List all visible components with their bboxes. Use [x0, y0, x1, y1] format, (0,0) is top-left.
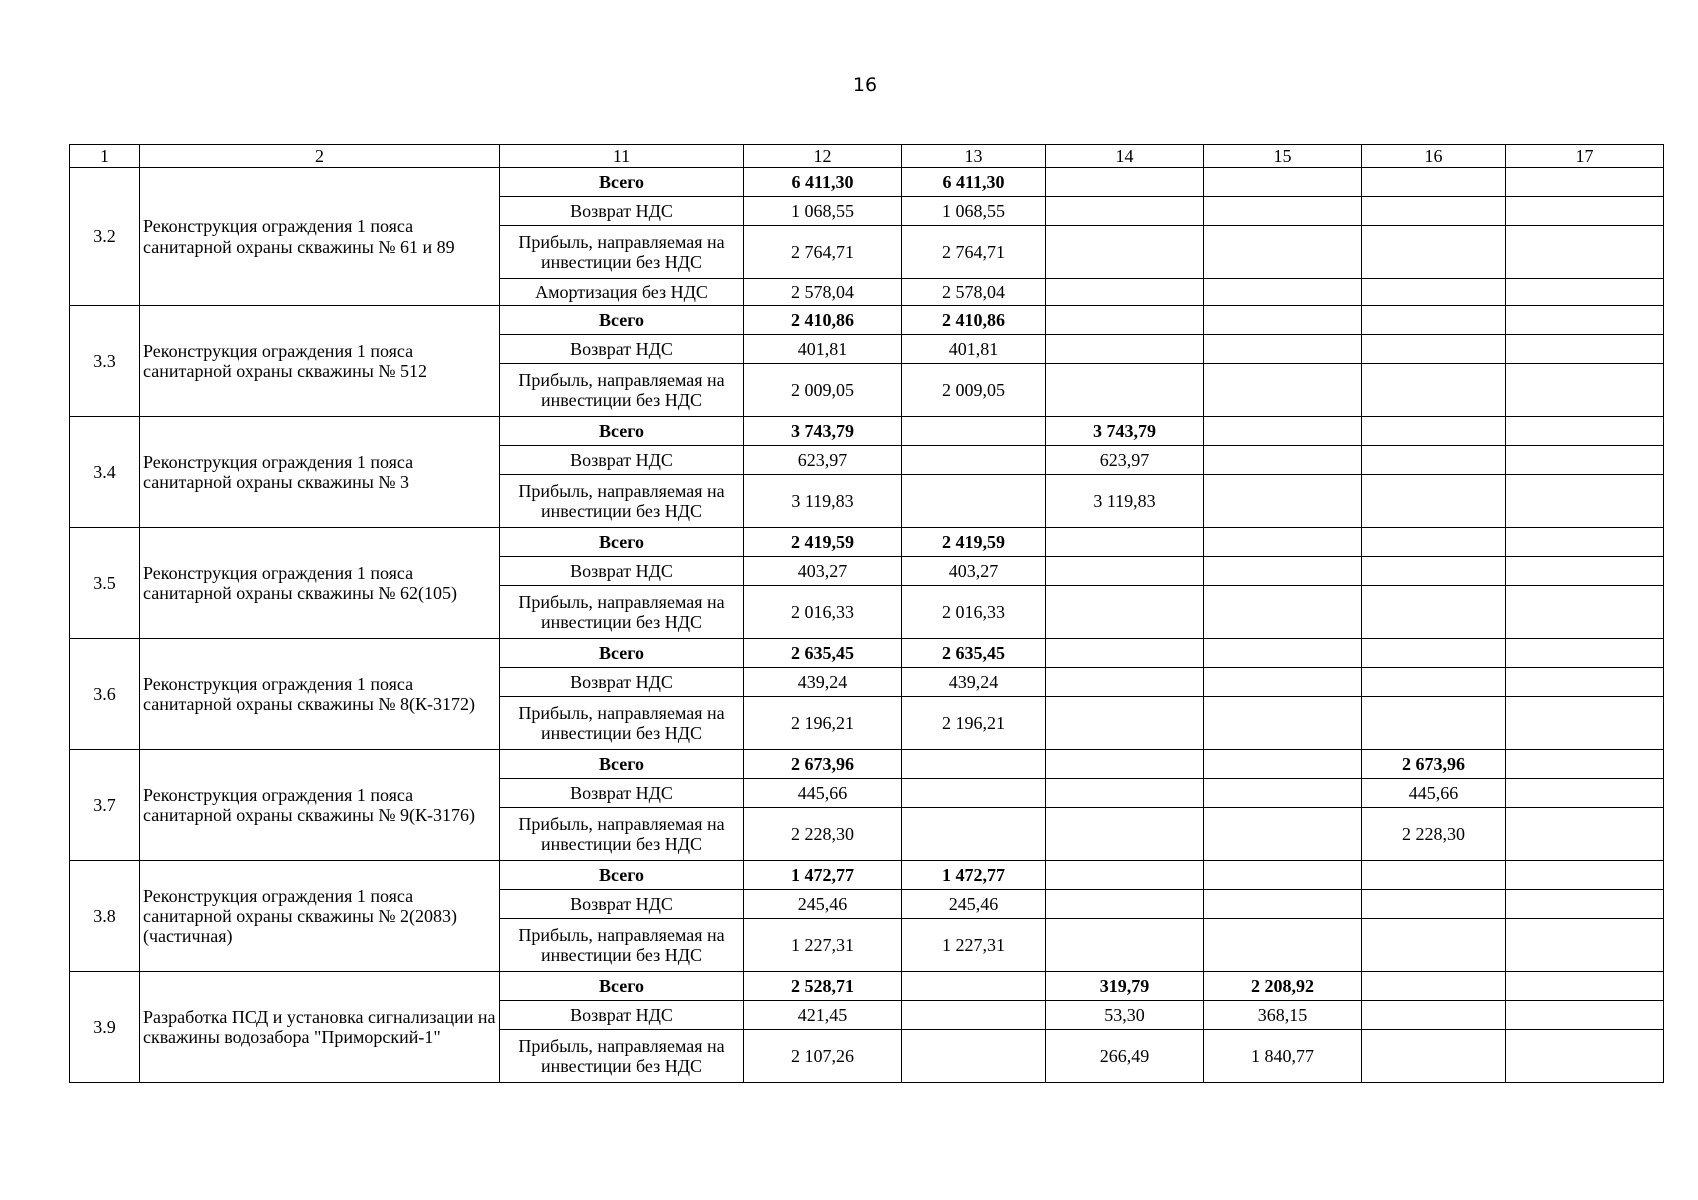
value-cell: 2 578,04: [902, 279, 1046, 306]
value-cell: [1204, 335, 1362, 364]
value-cell: 2 578,04: [744, 279, 902, 306]
funding-source-label: Возврат НДС: [500, 1001, 744, 1030]
funding-source-label: Всего: [500, 306, 744, 335]
value-cell: [1506, 475, 1664, 528]
funding-source-label: Возврат НДС: [500, 446, 744, 475]
value-cell: [1046, 808, 1204, 861]
value-cell: 2 764,71: [902, 226, 1046, 279]
item-number: 3.3: [70, 306, 140, 417]
value-cell: 403,27: [744, 557, 902, 586]
value-cell: 3 119,83: [1046, 475, 1204, 528]
value-cell: [1362, 1030, 1506, 1083]
value-cell: [1506, 1030, 1664, 1083]
value-cell: 3 743,79: [744, 417, 902, 446]
value-cell: [1506, 335, 1664, 364]
value-cell: [1506, 1001, 1664, 1030]
value-cell: 2 528,71: [744, 972, 902, 1001]
value-cell: 623,97: [744, 446, 902, 475]
value-cell: 2 410,86: [902, 306, 1046, 335]
value-cell: [1362, 197, 1506, 226]
item-name: Реконструкция ограждения 1 пояса санитарной охраны скважины № 9(К-3176): [140, 750, 500, 861]
value-cell: [1204, 364, 1362, 417]
value-cell: 421,45: [744, 1001, 902, 1030]
value-cell: [1362, 557, 1506, 586]
item-name: Разработка ПСД и установка сигнализации на скважины водозабора "Приморский-1": [140, 972, 500, 1083]
value-cell: [1506, 168, 1664, 197]
value-cell: [1506, 586, 1664, 639]
value-cell: [1046, 919, 1204, 972]
value-cell: [1506, 890, 1664, 919]
value-cell: [1204, 586, 1362, 639]
item-number: 3.5: [70, 528, 140, 639]
item-name: Реконструкция ограждения 1 пояса санитарной охраны скважины № 8(К-3172): [140, 639, 500, 750]
value-cell: 439,24: [902, 668, 1046, 697]
value-cell: 1 840,77: [1204, 1030, 1362, 1083]
value-cell: [1204, 475, 1362, 528]
funding-source-label: Возврат НДС: [500, 779, 744, 808]
column-header: 15: [1204, 145, 1362, 168]
value-cell: [902, 750, 1046, 779]
investment-table: [69, 144, 1664, 1083]
value-cell: [1506, 919, 1664, 972]
value-cell: [1362, 279, 1506, 306]
value-cell: [1506, 750, 1664, 779]
table-row: [70, 861, 1664, 890]
value-cell: [1204, 528, 1362, 557]
value-cell: [1046, 197, 1204, 226]
value-cell: [1506, 364, 1664, 417]
value-cell: 3 119,83: [744, 475, 902, 528]
value-cell: [1506, 972, 1664, 1001]
value-cell: 401,81: [902, 335, 1046, 364]
value-cell: [1362, 890, 1506, 919]
value-cell: [902, 1001, 1046, 1030]
column-header: 17: [1506, 145, 1664, 168]
value-cell: [1046, 586, 1204, 639]
value-cell: [1362, 475, 1506, 528]
value-cell: [1362, 972, 1506, 1001]
value-cell: [1506, 639, 1664, 668]
value-cell: [1204, 446, 1362, 475]
value-cell: [1204, 197, 1362, 226]
value-cell: [902, 475, 1046, 528]
value-cell: 2 673,96: [1362, 750, 1506, 779]
value-cell: [1204, 168, 1362, 197]
value-cell: 1 472,77: [744, 861, 902, 890]
value-cell: [1204, 697, 1362, 750]
value-cell: 2 016,33: [902, 586, 1046, 639]
value-cell: [1204, 557, 1362, 586]
value-cell: 319,79: [1046, 972, 1204, 1001]
table-row: [70, 972, 1664, 1001]
value-cell: [1046, 226, 1204, 279]
value-cell: 2 419,59: [902, 528, 1046, 557]
value-cell: [1506, 557, 1664, 586]
value-cell: 1 227,31: [902, 919, 1046, 972]
value-cell: [1506, 528, 1664, 557]
column-header: 11: [500, 145, 744, 168]
table-row: [70, 750, 1664, 779]
funding-source-label: Прибыль, направляемая на инвестиции без НДС: [500, 586, 744, 639]
value-cell: 401,81: [744, 335, 902, 364]
funding-source-label: Всего: [500, 417, 744, 446]
value-cell: [1046, 861, 1204, 890]
value-cell: 2 419,59: [744, 528, 902, 557]
value-cell: [1204, 750, 1362, 779]
value-cell: 2 196,21: [902, 697, 1046, 750]
value-cell: [1362, 528, 1506, 557]
value-cell: 2 016,33: [744, 586, 902, 639]
item-name: Реконструкция ограждения 1 пояса санитарной охраны скважины № 61 и 89: [140, 168, 500, 306]
value-cell: [1046, 528, 1204, 557]
column-header: 14: [1046, 145, 1204, 168]
value-cell: [1362, 697, 1506, 750]
table-row: [70, 528, 1664, 557]
value-cell: 2 228,30: [1362, 808, 1506, 861]
value-cell: [1204, 279, 1362, 306]
value-cell: [902, 1030, 1046, 1083]
column-header: 16: [1362, 145, 1506, 168]
page-number: 16: [852, 74, 878, 96]
funding-source-label: Возврат НДС: [500, 197, 744, 226]
value-cell: 2 196,21: [744, 697, 902, 750]
value-cell: 2 107,26: [744, 1030, 902, 1083]
value-cell: [1506, 697, 1664, 750]
value-cell: [1362, 586, 1506, 639]
value-cell: [1362, 919, 1506, 972]
value-cell: [1046, 279, 1204, 306]
value-cell: [1362, 306, 1506, 335]
funding-source-label: Возврат НДС: [500, 557, 744, 586]
value-cell: 2 673,96: [744, 750, 902, 779]
value-cell: 2 635,45: [744, 639, 902, 668]
funding-source-label: Прибыль, направляемая на инвестиции без НДС: [500, 808, 744, 861]
value-cell: [1506, 861, 1664, 890]
funding-source-label: Всего: [500, 528, 744, 557]
value-cell: 1 068,55: [902, 197, 1046, 226]
item-number: 3.9: [70, 972, 140, 1083]
funding-source-label: Амортизация без НДС: [500, 279, 744, 306]
value-cell: [1204, 639, 1362, 668]
value-cell: [1506, 226, 1664, 279]
table-row: [70, 417, 1664, 446]
funding-source-label: Всего: [500, 639, 744, 668]
item-number: 3.7: [70, 750, 140, 861]
value-cell: [1204, 890, 1362, 919]
value-cell: [1506, 808, 1664, 861]
value-cell: [1506, 446, 1664, 475]
funding-source-label: Прибыль, направляемая на инвестиции без НДС: [500, 226, 744, 279]
funding-source-label: Возврат НДС: [500, 335, 744, 364]
value-cell: 445,66: [1362, 779, 1506, 808]
value-cell: [1046, 779, 1204, 808]
value-cell: [1046, 306, 1204, 335]
value-cell: [1362, 335, 1506, 364]
value-cell: [902, 446, 1046, 475]
value-cell: 6 411,30: [902, 168, 1046, 197]
funding-source-label: Прибыль, направляемая на инвестиции без НДС: [500, 364, 744, 417]
value-cell: 1 472,77: [902, 861, 1046, 890]
value-cell: [1362, 639, 1506, 668]
value-cell: 6 411,30: [744, 168, 902, 197]
item-number: 3.8: [70, 861, 140, 972]
item-name: Реконструкция ограждения 1 пояса санитарной охраны скважины № 2(2083) (частичная): [140, 861, 500, 972]
value-cell: [1506, 417, 1664, 446]
value-cell: [1506, 197, 1664, 226]
item-name: Реконструкция ограждения 1 пояса санитарной охраны скважины № 62(105): [140, 528, 500, 639]
funding-source-label: Возврат НДС: [500, 890, 744, 919]
value-cell: [902, 808, 1046, 861]
value-cell: 2 208,92: [1204, 972, 1362, 1001]
value-cell: [1046, 639, 1204, 668]
table-row: [70, 306, 1664, 335]
value-cell: 368,15: [1204, 1001, 1362, 1030]
value-cell: [902, 779, 1046, 808]
value-cell: [1204, 861, 1362, 890]
value-cell: [1506, 779, 1664, 808]
value-cell: 2 009,05: [902, 364, 1046, 417]
item-name: Реконструкция ограждения 1 пояса санитарной охраны скважины № 3: [140, 417, 500, 528]
value-cell: 2 764,71: [744, 226, 902, 279]
value-cell: [902, 417, 1046, 446]
value-cell: 266,49: [1046, 1030, 1204, 1083]
value-cell: 1 068,55: [744, 197, 902, 226]
value-cell: [1204, 417, 1362, 446]
value-cell: [1362, 168, 1506, 197]
column-header: 1: [70, 145, 140, 168]
value-cell: 245,46: [744, 890, 902, 919]
value-cell: [1362, 417, 1506, 446]
item-number: 3.2: [70, 168, 140, 306]
value-cell: [1362, 364, 1506, 417]
value-cell: 53,30: [1046, 1001, 1204, 1030]
value-cell: [1046, 890, 1204, 919]
value-cell: [1046, 668, 1204, 697]
value-cell: [1204, 668, 1362, 697]
funding-source-label: Всего: [500, 168, 744, 197]
value-cell: [1362, 861, 1506, 890]
funding-source-label: Прибыль, направляемая на инвестиции без НДС: [500, 919, 744, 972]
value-cell: [1204, 808, 1362, 861]
value-cell: [1046, 697, 1204, 750]
value-cell: 3 743,79: [1046, 417, 1204, 446]
funding-source-label: Всего: [500, 750, 744, 779]
value-cell: [1046, 557, 1204, 586]
value-cell: 2 410,86: [744, 306, 902, 335]
value-cell: [1046, 168, 1204, 197]
funding-source-label: Прибыль, направляемая на инвестиции без НДС: [500, 1030, 744, 1083]
funding-source-label: Прибыль, направляемая на инвестиции без НДС: [500, 475, 744, 528]
value-cell: 1 227,31: [744, 919, 902, 972]
value-cell: 623,97: [1046, 446, 1204, 475]
item-number: 3.4: [70, 417, 140, 528]
funding-source-label: Всего: [500, 861, 744, 890]
table-row: [70, 168, 1664, 197]
value-cell: [1204, 919, 1362, 972]
column-header: 12: [744, 145, 902, 168]
value-cell: [1506, 279, 1664, 306]
value-cell: 445,66: [744, 779, 902, 808]
value-cell: 403,27: [902, 557, 1046, 586]
value-cell: [1204, 779, 1362, 808]
column-header-row: [70, 145, 1664, 168]
value-cell: [1362, 446, 1506, 475]
value-cell: [1046, 335, 1204, 364]
table-row: [70, 639, 1664, 668]
value-cell: 2 009,05: [744, 364, 902, 417]
item-name: Реконструкция ограждения 1 пояса санитарной охраны скважины № 512: [140, 306, 500, 417]
value-cell: [1204, 306, 1362, 335]
value-cell: [1204, 226, 1362, 279]
value-cell: 2 228,30: [744, 808, 902, 861]
value-cell: [1046, 364, 1204, 417]
value-cell: [1362, 226, 1506, 279]
column-header: 13: [902, 145, 1046, 168]
item-number: 3.6: [70, 639, 140, 750]
value-cell: 439,24: [744, 668, 902, 697]
value-cell: [902, 972, 1046, 1001]
value-cell: [1506, 668, 1664, 697]
funding-source-label: Всего: [500, 972, 744, 1001]
value-cell: [1362, 1001, 1506, 1030]
value-cell: [1506, 306, 1664, 335]
value-cell: [1362, 668, 1506, 697]
value-cell: 245,46: [902, 890, 1046, 919]
funding-source-label: Прибыль, направляемая на инвестиции без НДС: [500, 697, 744, 750]
value-cell: 2 635,45: [902, 639, 1046, 668]
column-header: 2: [140, 145, 500, 168]
funding-source-label: Возврат НДС: [500, 668, 744, 697]
value-cell: [1046, 750, 1204, 779]
